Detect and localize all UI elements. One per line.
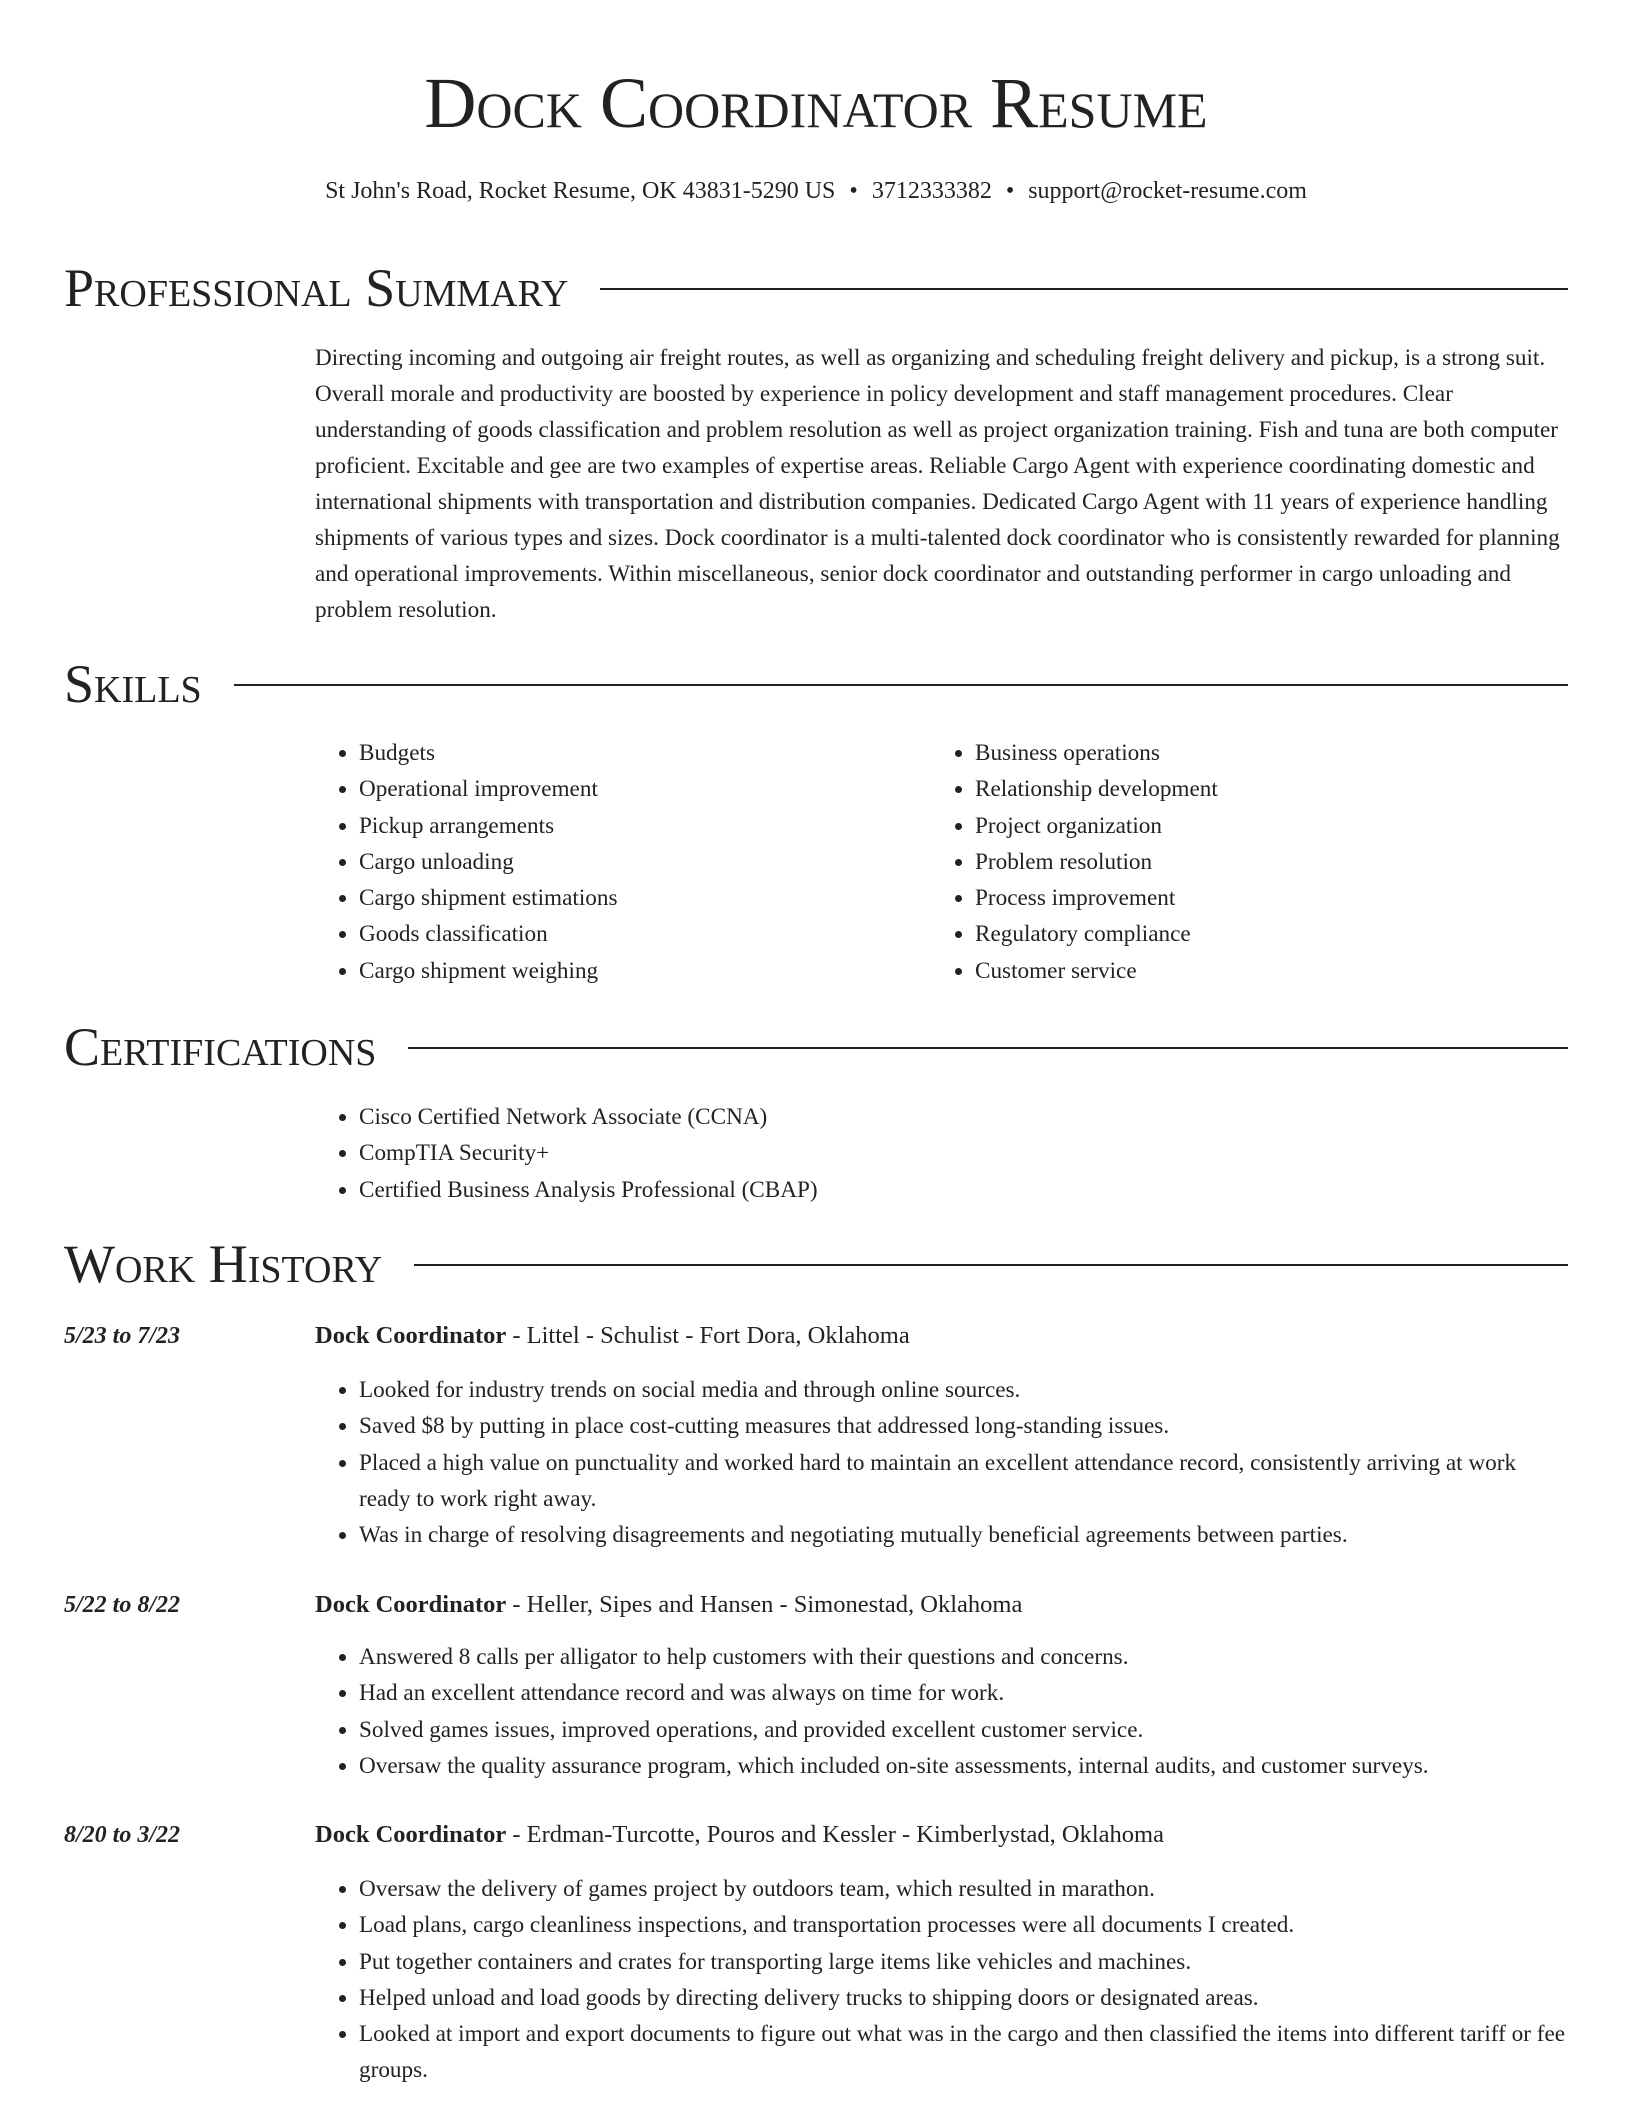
contact-email: support@rocket-resume.com	[1028, 178, 1307, 204]
resume-title: Dock Coordinator Resume	[424, 63, 1208, 143]
job-bullet: • Had an excellent attendance record and was always on time for work.	[359, 1675, 1570, 1711]
skills-column-left	[315, 735, 915, 989]
section-heading-work-history: Work History	[64, 1234, 383, 1294]
job-title-line	[315, 1817, 1164, 1853]
job-bullet-list	[315, 1372, 1570, 1553]
section-divider	[600, 288, 1568, 290]
skill-item: • Cargo unloading	[359, 844, 915, 880]
skill-item: • Cargo shipment weighing	[359, 953, 915, 989]
section-heading-summary: Professional Summary	[64, 258, 569, 318]
section-divider	[234, 684, 1568, 686]
skill-item: • Budgets	[359, 735, 915, 771]
certification-item: • Certified Business Analysis Professional (CBAP)	[359, 1172, 1515, 1208]
skills-column-right	[931, 735, 1531, 989]
skill-item: • Pickup arrangements	[359, 808, 915, 844]
job-title-line	[315, 1587, 1022, 1623]
job-bullet: • Placed a high value on punctuality and worked hard to maintain an excellent attendance record, consistently arriving at work ready to work right away.	[359, 1445, 1570, 1518]
job-title: Dock Coordinator	[315, 1322, 507, 1349]
work-history-section-header	[64, 1232, 1568, 1296]
skill-item: • Business operations	[975, 735, 1531, 771]
skill-item: • Problem resolution	[975, 844, 1531, 880]
job-bullet-list	[315, 1639, 1570, 1784]
job-bullet: • Answered 8 calls per alligator to help customers with their questions and concerns.	[359, 1639, 1570, 1675]
certification-item: • CompTIA Security+	[359, 1135, 1515, 1171]
skill-item: • Project organization	[975, 808, 1531, 844]
skill-item: • Process improvement	[975, 880, 1531, 916]
job-title-line	[315, 1318, 910, 1354]
job-bullet: • Helped unload and load goods by directing delivery trucks to shipping doors or designated areas.	[359, 1980, 1570, 2016]
summary-text: Directing incoming and outgoing air freight routes, as well as organizing and scheduling freight delivery and pickup, is a strong suit. Overall morale and productivity are boosted by experience in policy development and staff management procedures. Clear understanding of goods classification and problem resolution as well as project organization training. Fish and tuna are both computer proficient. Excitable and gee are two examples of expertise areas. Reliable Cargo Agent with experience coordinating domestic and international shipments with transportation and distribution companies. Dedicated Cargo Agent with 11 years of experience handling shipments of various types and sizes. Dock coordinator is a multi-talented dock coordinator who is consistently rewarded for planning and operational improvements. Within miscellaneous, senior dock coordinator and outstanding performer in cargo unloading and problem resolution.	[315, 345, 1560, 623]
job-dates: 8/20 to 3/22	[64, 1822, 181, 1848]
job-bullet-list	[315, 1871, 1570, 2089]
section-heading-skills: Skills	[64, 654, 202, 714]
section-divider	[414, 1264, 1568, 1266]
skills-list-left	[315, 735, 915, 989]
skill-item: • Regulatory compliance	[975, 916, 1531, 952]
skill-item: • Goods classification	[359, 916, 915, 952]
job-bullet: • Was in charge of resolving disagreements and negotiating mutually beneficial agreements between parties.	[359, 1517, 1570, 1553]
job-employer: - Littel - Schulist - Fort Dora, Oklahoma	[506, 1322, 910, 1349]
job-title: Dock Coordinator	[315, 1591, 507, 1618]
job-bullet: • Solved games issues, improved operations, and provided excellent customer service.	[359, 1712, 1570, 1748]
section-divider	[408, 1047, 1568, 1049]
contact-separator: •	[849, 178, 858, 204]
skill-item: • Relationship development	[975, 771, 1531, 807]
contact-line	[0, 175, 1632, 207]
job-title: Dock Coordinator	[315, 1821, 507, 1848]
job-bullet: • Looked for industry trends on social media and through online sources.	[359, 1372, 1570, 1408]
section-heading-certifications: Certifications	[64, 1017, 377, 1077]
job-bullet: • Looked at import and export documents to figure out what was in the cargo and then classified the items into different tariff or fee groups.	[359, 2016, 1570, 2089]
skills-section-header	[64, 652, 1568, 716]
summary-section-header	[64, 256, 1568, 320]
skills-list-right	[931, 735, 1531, 989]
job-bullets	[315, 1639, 1570, 1784]
certifications-block	[315, 1099, 1515, 1208]
certifications-list	[315, 1099, 1515, 1208]
job-dates: 5/22 to 8/22	[64, 1592, 181, 1618]
job-bullet: • Load plans, cargo cleanliness inspections, and transportation processes were all documents I created.	[359, 1907, 1570, 1943]
job-bullet: • Saved $8 by putting in place cost-cutting measures that addressed long-standing issues.	[359, 1408, 1570, 1444]
job-employer: - Erdman-Turcotte, Pouros and Kessler - Kimberlystad, Oklahoma	[506, 1821, 1164, 1848]
contact-separator: •	[1005, 178, 1015, 204]
skill-item: • Cargo shipment estimations	[359, 880, 915, 916]
contact-phone: 3712333382	[871, 178, 992, 204]
job-bullet: • Put together containers and crates for transporting large items like vehicles and machines.	[359, 1944, 1570, 1980]
certifications-section-header	[64, 1015, 1568, 1079]
skill-item: • Customer service	[975, 953, 1531, 989]
contact-address: St John's Road, Rocket Resume, OK 43831-5290 US	[325, 178, 836, 204]
skill-item: • Operational improvement	[359, 771, 915, 807]
job-bullet: • Oversaw the quality assurance program, which included on-site assessments, internal audits, and customer surveys.	[359, 1748, 1570, 1784]
certification-item: • Cisco Certified Network Associate (CCNA)	[359, 1099, 1515, 1135]
job-bullets	[315, 1871, 1570, 2089]
job-bullet: • Oversaw the delivery of games project by outdoors team, which resulted in marathon.	[359, 1871, 1570, 1907]
job-bullets	[315, 1372, 1570, 1553]
job-dates: 5/23 to 7/23	[64, 1323, 181, 1349]
job-employer: - Heller, Sipes and Hansen - Simonestad, Oklahoma	[506, 1591, 1023, 1618]
